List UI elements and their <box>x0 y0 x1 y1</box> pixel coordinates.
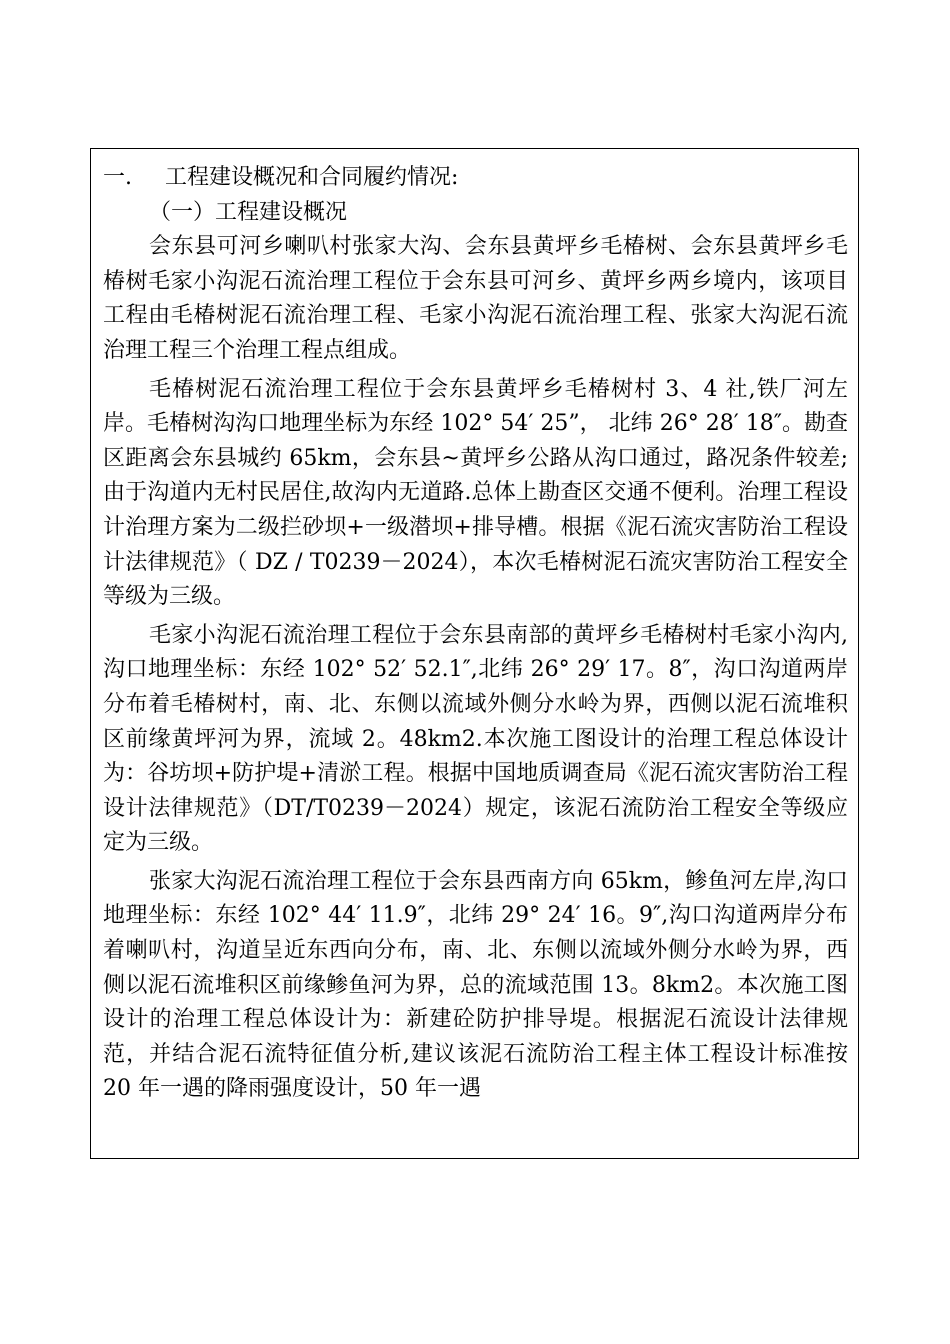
paragraph-maochunshu: 毛椿树泥石流治理工程位于会东县黄坪乡毛椿树村 3、4 社,铁厂河左岸。毛椿树沟沟口地理坐标为东经 102° 54′ 25”， 北纬 26° 28′ 18″。勘查区距离会东县城约 65km，会东县~黄坪乡公路从沟口通过，路况条件较差;由于沟道内无村民居住,故沟内无道路.总体上勘查区交通不便利。治理工程设计治理方案为二级拦砂坝+一级潜坝+排导槽。根据《泥石流灾害防治工程设计法律规范》（ DZ / T0239－2024），本次毛椿树泥石流灾害防治工程安全等级为三级。 <box>103 376 848 610</box>
section-heading <box>103 161 848 196</box>
subsection-heading: （一）工程建设概况 <box>149 199 348 225</box>
document-frame <box>90 148 859 1159</box>
document-body <box>91 149 858 1107</box>
paragraph-overview: 会东县可河乡喇叭村张家大沟、会东县黄坪乡毛椿树、会东县黄坪乡毛椿树毛家小沟泥石流治理工程位于会东县可河乡、黄坪乡两乡境内，该项目工程由毛椿树泥石流治理工程、毛家小沟泥石流治理工程、张家大沟泥石流治理工程三个治理工程点组成。 <box>103 234 848 363</box>
section-number: 一. <box>103 165 132 190</box>
paragraph-zhangjiadagou: 张家大沟泥石流治理工程位于会东县西南方向 65km，鲹鱼河左岸,沟口地理坐标：东经 102° 44′ 11.9″，北纬 29° 24′ 16。9″,沟口沟道两岸分布着喇叭村，沟道呈近东西向分布，南、北、东侧以流域外侧分水岭为界，西侧以泥石流堆积区前缘鲹鱼河为界，总的流域范围 13。8km2。本次施工图设计的治理工程总体设计为：新建砼防护排导堤。根据泥石流设计法律规范，并结合泥石流特征值分析,建议该泥石流防治工程主体工程设计标准按 20 年一遇的降雨强度设计，50 年一遇 <box>103 868 848 1102</box>
section-title: 工程建设概况和合同履约情况: <box>165 165 459 190</box>
paragraph-maojiaxiaogou: 毛家小沟泥石流治理工程位于会东县南部的黄坪乡毛椿树村毛家小沟内,沟口地理坐标：东经 102° 52′ 52.1″,北纬 26° 29′ 17。8″，沟口沟道两岸分布着毛椿树村，南、北、东侧以流域外侧分水岭为界，西侧以泥石流堆积区前缘黄坪河为界，流域 2。48km2.本次施工图设计的治理工程总体设计为：谷坊坝+防护堤+清淤工程。根据中国地质调查局《泥石流灾害防治工程设计法律规范》（DT/T0239－2024）规定，该泥石流防治工程安全等级应定为三级。 <box>103 622 848 856</box>
